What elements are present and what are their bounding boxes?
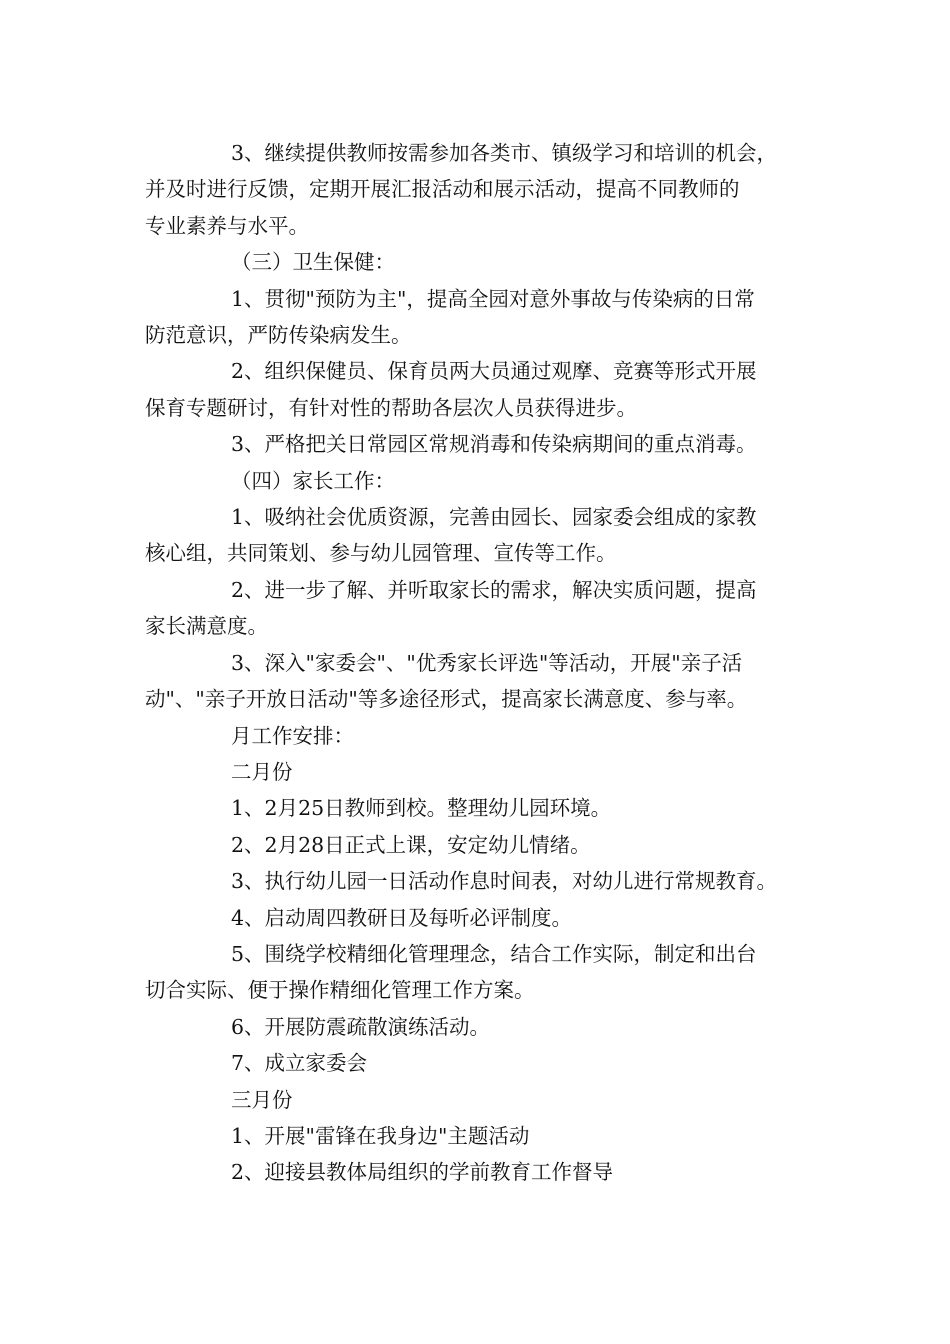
section-heading: （四）家长工作： — [231, 468, 395, 493]
section-heading: （三）卫生保健： — [231, 250, 395, 275]
text-line: 3、严格把关日常园区常规消毒和传染病期间的重点消毒。 — [231, 432, 757, 457]
month-heading: 二月份 — [231, 759, 293, 784]
list-item: 4、启动周四教研日及每听必评制度。 — [231, 905, 573, 930]
list-item: 2、2月28日正式上课，安定幼儿情绪。 — [231, 832, 591, 857]
document-body — [145, 135, 825, 1191]
text-line: 防范意识，严防传染病发生。 — [145, 323, 412, 348]
month-heading: 三月份 — [231, 1087, 293, 1112]
list-item: 5、围绕学校精细化管理理念，结合工作实际，制定和出台 — [231, 941, 757, 966]
text-line: 切合实际、便于操作精细化管理工作方案。 — [145, 978, 535, 1003]
text-line: 2、进一步了解、并听取家长的需求，解决实质问题，提高 — [231, 577, 757, 602]
text-line: 动"、"亲子开放日活动"等多途径形式，提高家长满意度、参与率。 — [145, 687, 748, 712]
text-line: 家长满意度。 — [145, 614, 268, 639]
text-line: 3、深入"家委会"、"优秀家长评选"等活动，开展"亲子活 — [231, 650, 743, 675]
text-line: 1、吸纳社会优质资源，完善由园长、园家委会组成的家教 — [231, 505, 757, 530]
text-line: 保育专题研讨，有针对性的帮助各层次人员获得进步。 — [145, 395, 637, 420]
text-line: 2、组织保健员、保育员两大员通过观摩、竞赛等形式开展 — [231, 359, 757, 384]
list-item: 2、迎接县教体局组织的学前教育工作督导 — [231, 1160, 614, 1185]
list-item: 6、开展防震疏散演练活动。 — [231, 1014, 491, 1039]
text-line: 专业素养与水平。 — [145, 213, 309, 238]
text-line: 核心组，共同策划、参与幼儿园管理、宣传等工作。 — [145, 541, 617, 566]
list-item: 1、开展"雷锋在我身边"主题活动 — [231, 1123, 530, 1148]
list-item: 1、2月25日教师到校。整理幼儿园环境。 — [231, 796, 612, 821]
text-line: 1、贯彻"预防为主"，提高全园对意外事故与传染病的日常 — [231, 286, 755, 311]
list-item: 7、成立家委会 — [231, 1051, 368, 1076]
list-item: 3、执行幼儿园一日活动作息时间表，对幼儿进行常规教育。 — [231, 869, 778, 894]
text-line: 3、继续提供教师按需参加各类市、镇级学习和培训的机会， — [231, 141, 778, 165]
section-heading: 月工作安排： — [231, 723, 354, 748]
text-line: 并及时进行反馈，定期开展汇报活动和展示活动，提高不同教师的 — [145, 177, 740, 202]
